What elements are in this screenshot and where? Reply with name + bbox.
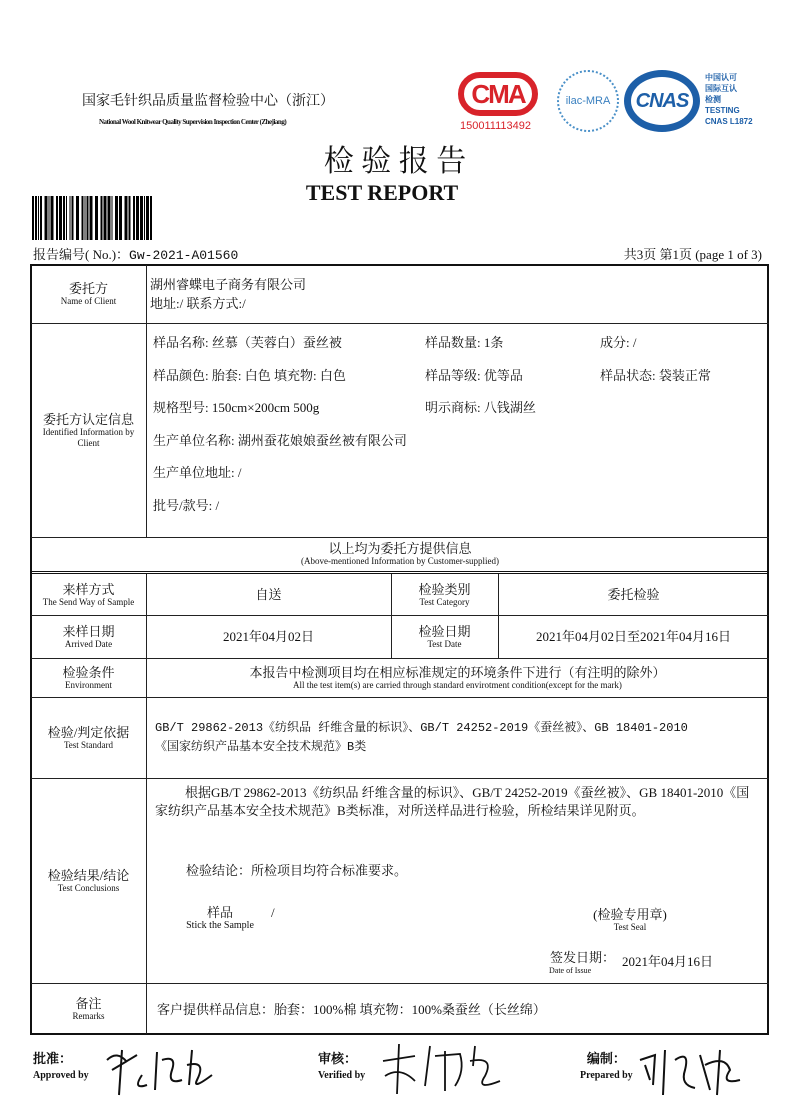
environment-value: 本报告中检测项目均在相应标准规定的环境条件下进行（有注明的除外） All the test item(s) are carried through standard envirotment condition(except for the mark) [249, 664, 666, 690]
barcode-bar [38, 196, 39, 240]
preparer-signature [635, 1040, 745, 1098]
client-address: 地址:/ 联系方式:/ [150, 296, 246, 311]
batch-number: 批号/款号: / [153, 498, 220, 513]
barcode-bar [144, 196, 145, 240]
barcode-bar [40, 196, 42, 240]
cma-logo: CMA [458, 72, 538, 116]
ilac-mra-logo: ilac-MRA [557, 70, 619, 132]
send-way-value: 自送 [255, 587, 282, 602]
cnas-logo: CNAS [624, 70, 700, 132]
barcode-bar [70, 196, 71, 240]
conclusion-label: 检验结果/结论 Test Conclusions [47, 867, 130, 893]
barcode-bar [45, 196, 48, 240]
org-name-en: National Wool Knitwear Quality Supervision Inspection Center (Zhejiang) [99, 118, 287, 126]
barcode-bar [101, 196, 103, 240]
verifier-signature [375, 1036, 505, 1098]
prepared-by: 编制： Prepared by [580, 1051, 633, 1081]
barcode-bar [66, 196, 67, 240]
cma-number: 150011113492 [460, 120, 531, 132]
issue-date-label-en: Date of Issue [549, 966, 592, 975]
sample-color: 样品颜色: 胎套: 白色 填充物: 白色 [153, 368, 346, 383]
sample-spec: 规格型号: 150cm×200cm 500g [153, 400, 320, 415]
barcode-bar [150, 196, 152, 240]
conclusion-result: 检验结论：所检项目均符合标准要求。 [186, 863, 408, 878]
composition: 成分: / [600, 335, 637, 350]
title-en: TEST REPORT [305, 180, 459, 205]
org-name-cn: 国家毛针织品质量监督检验中心（浙江） [82, 94, 334, 109]
identified-label: 委托方认定信息 Identified Information by Client [42, 411, 135, 448]
barcode-bar [146, 196, 149, 240]
standard-label: 检验/判定依据 Test Standard [47, 724, 130, 750]
barcode-bar [95, 196, 98, 240]
barcode-bar [136, 196, 139, 240]
issue-date-label: 签发日期： [550, 950, 616, 965]
barcode [30, 196, 154, 240]
barcode-bar [87, 196, 89, 240]
barcode-bar [82, 196, 84, 240]
barcode-bar [59, 196, 62, 240]
barcode-bar [90, 196, 93, 240]
arrived-value: 2021年04月02日 [222, 629, 314, 644]
conclusion-paragraph: 根据GB/T 29862-2013《纺织品 纤维含量的标识》、GB/T 24252-2019《蚕丝被》、GB 18401-2010《国家纺织产品基本安全技术规范》B类标准，对所送样品进行检验，所检结果详见附页。 [155, 785, 750, 818]
environment-label: 检验条件 Environment [62, 664, 115, 690]
sample-value: / [271, 905, 275, 920]
client-name: 湖州睿蝶电子商务有限公司 [150, 277, 307, 292]
category-label: 检验类别 Test Category [418, 581, 471, 607]
barcode-bar [76, 196, 79, 240]
barcode-bar [32, 196, 34, 240]
page-info: 共3页 第1页 (page 1 of 3) [623, 247, 762, 262]
standard-line-2: 《国家纺织产品基本安全技术规范》B类 [155, 740, 367, 754]
barcode-bar [35, 196, 37, 240]
barcode-bar [49, 196, 50, 240]
approved-by: 批准： Approved by [33, 1051, 89, 1081]
barcode-bar [125, 196, 128, 240]
remarks-label: 备注 Remarks [72, 995, 105, 1021]
barcode-bar [63, 196, 65, 240]
test-date-value: 2021年04月02日至2021年04月16日 [535, 629, 731, 644]
client-label: 委托方 Name of Client [60, 281, 117, 306]
sample-grade: 样品等级: 优等品 [425, 368, 523, 383]
standard-line-1: GB/T 29862-2013《纺织品 纤维含量的标识》、GB/T 24252-2019《蚕丝被》、GB 18401-2010 [155, 721, 688, 735]
report-number: 报告编号( No.)：Gw-2021-A01560 [33, 247, 239, 263]
barcode-bar [112, 196, 113, 240]
barcode-bar [72, 196, 74, 240]
issue-date: 2021年04月16日 [622, 954, 714, 969]
approver-signature [97, 1040, 217, 1098]
barcode-bar [129, 196, 131, 240]
barcode-bar [85, 196, 86, 240]
manufacturer: 生产单位名称: 湖州蚕花娘娘蚕丝被有限公司 [153, 433, 407, 448]
barcode-bar [119, 196, 122, 240]
cnas-side-text: 中国认可 国际互认 检测 TESTING CNAS L1872 [705, 73, 753, 126]
sample-name: 样品名称: 丝慕（芙蓉白）蚕丝被 [153, 335, 342, 350]
send-way-label: 来样方式 The Send Way of Sample [42, 581, 135, 607]
remarks-value: 客户提供样品信息：胎套：100%棉 填充物：100%桑蚕丝（长丝绵） [157, 1002, 546, 1017]
manufacturer-address: 生产单位地址: / [153, 465, 242, 480]
title-cn: 检 验 报 告 [323, 145, 467, 178]
barcode-bar [104, 196, 107, 240]
test-date-label: 检验日期 Test Date [418, 623, 471, 649]
barcode-bar [133, 196, 135, 240]
verified-by: 审核： Verified by [318, 1051, 366, 1081]
supplied-note: 以上均为委托方提供信息 (Above-mentioned Information by Customer-supplied) [300, 541, 500, 566]
sample-state: 样品状态: 袋装正常 [600, 368, 711, 383]
category-value: 委托检验 [607, 587, 660, 602]
barcode-bar [140, 196, 143, 240]
stick-sample-label: 样品 Stick the Sample [186, 905, 254, 931]
barcode-bar [115, 196, 118, 240]
arrived-label: 来样日期 Arrived Date [62, 623, 115, 649]
barcode-bar [108, 196, 111, 240]
trademark: 明示商标: 八钱湖丝 [425, 400, 536, 415]
barcode-bar [56, 196, 58, 240]
test-seal-label: (检验专用章) Test Seal [593, 907, 667, 932]
sample-quantity: 样品数量: 1条 [425, 335, 504, 350]
barcode-bar [51, 196, 54, 240]
